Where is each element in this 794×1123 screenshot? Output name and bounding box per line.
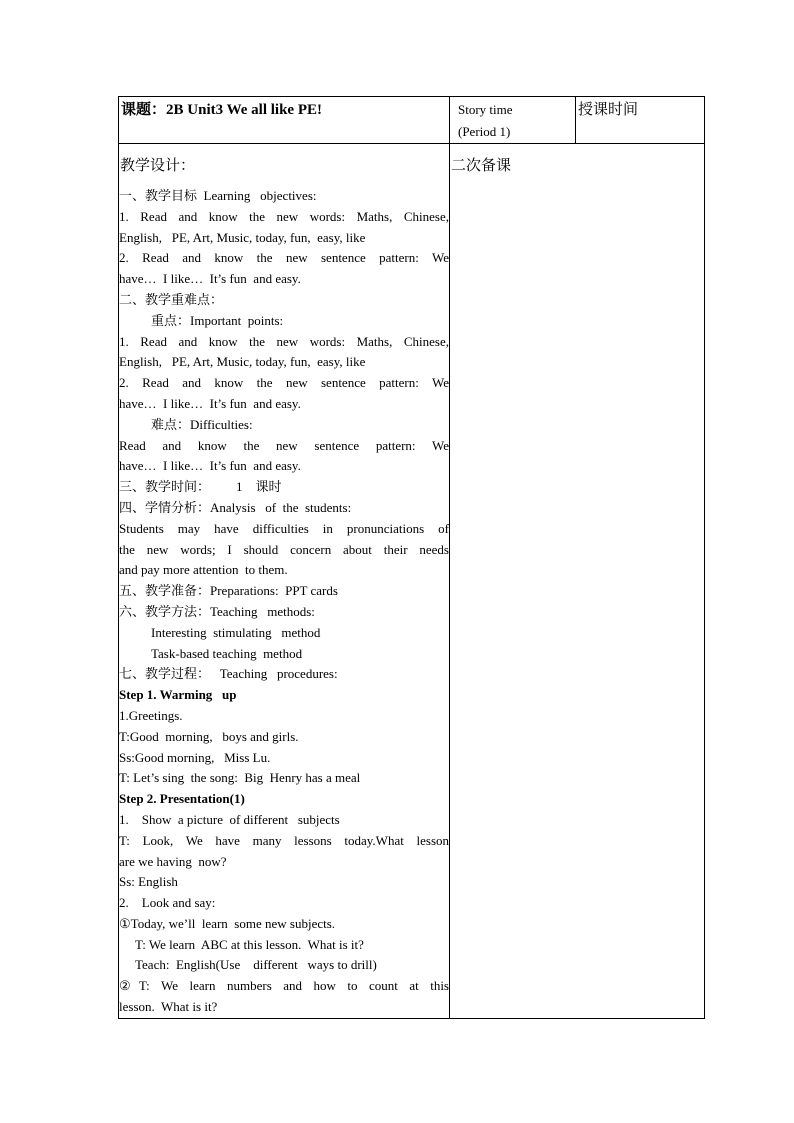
design-lines bbox=[119, 186, 449, 1018]
design-line: English, PE, Art, Music, today, fun, easy, like bbox=[119, 229, 366, 245]
design-line: Students may have difficulties in pronunciations of bbox=[119, 520, 449, 536]
design-line: Ss: English bbox=[119, 874, 178, 890]
design-line: and pay more attention to them. bbox=[119, 562, 288, 578]
design-line: have… I like… It’s fun and easy. bbox=[119, 458, 301, 474]
title-cell bbox=[119, 97, 450, 144]
title-label: 课题： bbox=[121, 100, 167, 118]
design-line: 六、教学方法：Teaching methods: bbox=[119, 603, 315, 619]
design-label: 教学设计： bbox=[120, 156, 196, 174]
design-line: 难点：Difficulties: bbox=[151, 416, 253, 432]
design-line: T:Good morning, boys and girls. bbox=[119, 728, 299, 744]
section-name bbox=[450, 97, 575, 143]
section-line-2: (Period 1) bbox=[458, 124, 511, 139]
design-line: lesson. What is it? bbox=[119, 999, 218, 1015]
second-prep-label: 二次备课 bbox=[451, 156, 512, 174]
design-line: 1.Greetings. bbox=[119, 707, 183, 723]
design-line: 一、教学目标 Learning objectives: bbox=[119, 188, 317, 203]
header-row bbox=[119, 97, 705, 144]
design-line: 五、教学准备：Preparations: PPT cards bbox=[119, 583, 338, 599]
design-line: Step 2. Presentation(1) bbox=[119, 791, 245, 807]
design-line: 1. Read and know the new words: Maths, Chinese, bbox=[119, 333, 449, 349]
design-line: Task-based teaching method bbox=[151, 645, 303, 661]
lesson-title bbox=[119, 97, 449, 120]
design-line: have… I like… It’s fun and easy. bbox=[119, 395, 301, 411]
design-line: 1. Show a picture of different subjects bbox=[119, 811, 340, 827]
design-line: 重点：Important points: bbox=[151, 312, 284, 328]
design-line: English, PE, Art, Music, today, fun, easy, like bbox=[119, 354, 366, 370]
design-line: 七、教学过程： Teaching procedures: bbox=[119, 666, 338, 682]
design-line: 四、学情分析：Analysis of the students: bbox=[119, 499, 352, 515]
design-line: Read and know the new sentence pattern: We bbox=[119, 437, 449, 453]
body-row bbox=[119, 144, 705, 1019]
design-line: 2. Read and know the new sentence pattern: We bbox=[119, 250, 449, 266]
teaching-time-cell bbox=[576, 97, 705, 144]
second-prep-cell bbox=[450, 144, 705, 1019]
section-cell bbox=[450, 97, 576, 144]
design-line: 三、教学时间： 1 课时 bbox=[119, 479, 282, 495]
design-line: ①Today, we’ll learn some new subjects. bbox=[119, 915, 336, 931]
teaching-time-label: 授课时间 bbox=[578, 100, 639, 118]
design-line: Step 1. Warming up bbox=[119, 687, 237, 703]
section-line-1: Story time bbox=[458, 102, 513, 117]
design-line: Ss:Good morning, Miss Lu. bbox=[119, 749, 271, 765]
design-line: the new words; I should concern about their needs bbox=[119, 541, 449, 557]
design-line: 2. Read and know the new sentence pattern: We bbox=[119, 375, 449, 391]
design-line: Interesting stimulating method bbox=[151, 624, 321, 640]
design-line: 二、教学重难点： bbox=[119, 291, 224, 307]
design-line: 2. Look and say: bbox=[119, 895, 216, 911]
design-line: 1. Read and know the new words: Maths, Chinese, bbox=[119, 208, 449, 224]
title-text: 2B Unit3 We all like PE! bbox=[166, 102, 322, 118]
lesson-plan-table bbox=[118, 96, 705, 1019]
design-line: have… I like… It’s fun and easy. bbox=[119, 271, 301, 287]
design-line: ②T: We learn numbers and how to count at this bbox=[119, 978, 449, 994]
teaching-design-cell bbox=[119, 144, 450, 1019]
design-line: Teach: English(Use different ways to drill) bbox=[135, 957, 377, 973]
design-line: T: Look, We have many lessons today.What lesson bbox=[119, 832, 449, 848]
design-line: T: Let’s sing the song: Big Henry has a meal bbox=[119, 770, 361, 786]
design-line: T: We learn ABC at this lesson. What is it? bbox=[135, 936, 364, 952]
design-line: are we having now? bbox=[119, 853, 227, 869]
